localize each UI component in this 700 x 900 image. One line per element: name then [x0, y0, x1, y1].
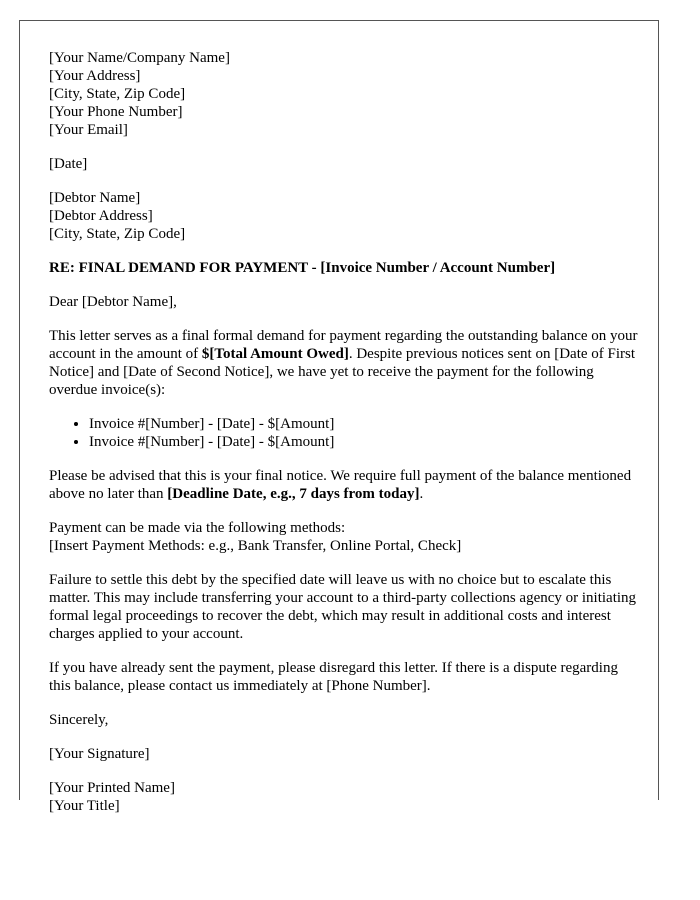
printed-name-block — [49, 779, 639, 815]
sender-block — [49, 49, 639, 139]
invoice-list — [49, 415, 639, 451]
printed-title: [Your Title] — [49, 798, 120, 814]
invoice-item: • Invoice #[Number] - [Date] - $[Amount] — [89, 415, 639, 433]
recipient-block — [49, 189, 639, 243]
signature: [Your Signature] — [49, 746, 150, 762]
payment-methods-list: [Insert Payment Methods: e.g., Bank Transfer, Online Portal, Check] — [49, 538, 462, 554]
total-amount-owed: $[Total Amount Owed] — [201, 346, 349, 362]
paragraph-dispute: If you have already sent the payment, please disregard this letter. If there is a dispute regarding this balance, please contact us immediately at [Phone Number]. — [49, 660, 618, 694]
recipient-city: [City, State, Zip Code] — [49, 226, 186, 242]
closing: Sincerely, — [49, 712, 109, 728]
paragraph-demand — [49, 327, 639, 399]
paragraph-final-notice — [49, 467, 639, 503]
sender-email: [Your Email] — [49, 122, 128, 138]
sender-city: [City, State, Zip Code] — [49, 86, 186, 102]
recipient-address: [Debtor Address] — [49, 208, 153, 224]
paragraph-final-notice-text-a: Please be advised that this is your final notice. We require full payment of the balance mentioned above no later than — [49, 468, 632, 502]
sender-address: [Your Address] — [49, 68, 141, 84]
paragraph-escalation: Failure to settle this debt by the specified date will leave us with no choice but to escalate this matter. This may include transferring your account to a third-party collections agency or initiating formal legal proceedings to recover the debt, which may result in additional costs and interest charges applied to your account. — [49, 572, 637, 642]
payment-methods-block — [49, 519, 639, 555]
letter-page — [19, 20, 659, 814]
payment-methods-intro: Payment can be made via the following methods: — [49, 520, 346, 536]
letter-content — [49, 49, 639, 831]
paragraph-demand-text-a: This letter serves as a final formal demand for payment regarding the outstanding balance on your account in the amount of — [49, 328, 638, 362]
letter-date: [Date] — [49, 156, 88, 172]
invoice-item: • Invoice #[Number] - [Date] - $[Amount] — [89, 433, 639, 451]
sender-phone: [Your Phone Number] — [49, 104, 183, 120]
paragraph-demand-text-b: . Despite previous notices sent on [Date of First Notice] and [Date of Second Notice], we have yet to receive the payment for the following overdue invoice(s): — [49, 346, 636, 398]
printed-name: [Your Printed Name] — [49, 780, 175, 796]
salutation: Dear [Debtor Name], — [49, 294, 177, 310]
subject-line: RE: FINAL DEMAND FOR PAYMENT - [Invoice Number / Account Number] — [49, 260, 556, 276]
deadline-date: [Deadline Date, e.g., 7 days from today] — [167, 486, 420, 502]
paragraph-final-notice-text-b: . — [419, 486, 424, 502]
sender-name: [Your Name/Company Name] — [49, 50, 230, 66]
recipient-name: [Debtor Name] — [49, 190, 141, 206]
